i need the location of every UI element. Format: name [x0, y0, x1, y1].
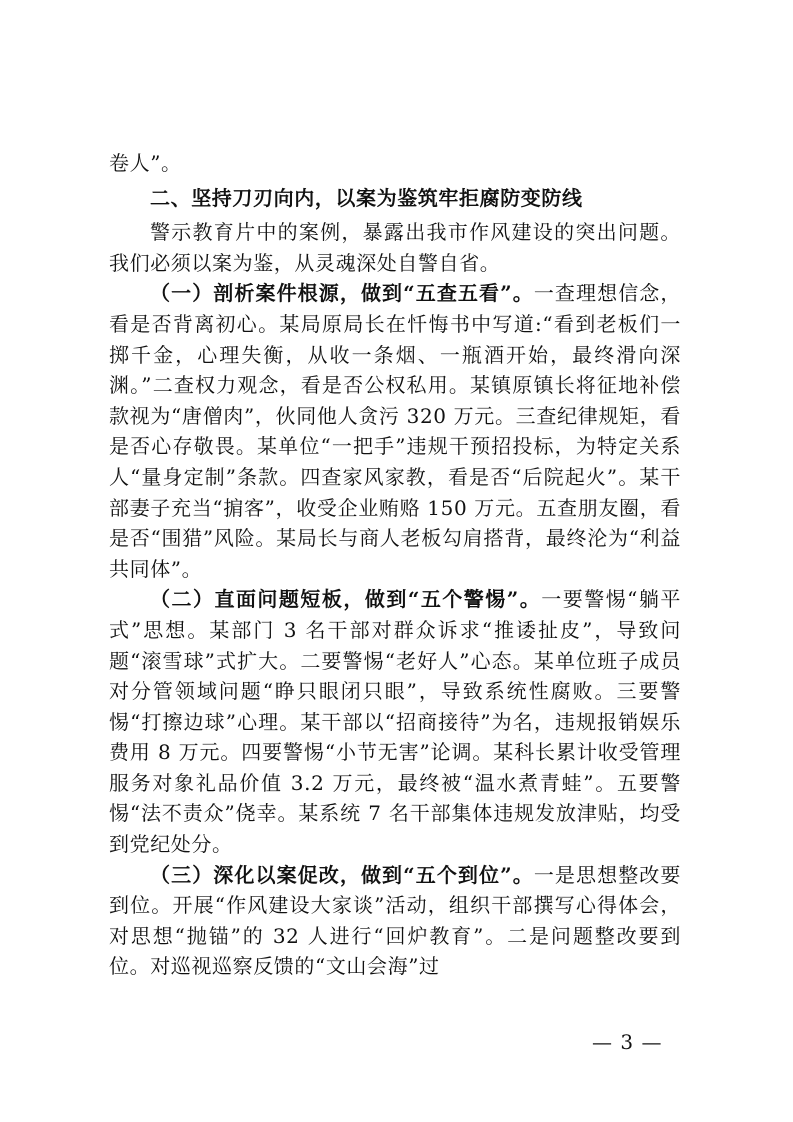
intro-paragraph: 警示教育片中的案例，暴露出我市作风建设的突出问题。我们必须以案为鉴，从灵魂深处自警自省。	[109, 220, 681, 275]
part2-paragraph	[109, 584, 681, 859]
part3-title: （三）深化以案促改，做到“五个到位”。	[150, 862, 534, 887]
part3-paragraph	[109, 860, 681, 982]
document-body	[109, 148, 681, 982]
part1-paragraph	[109, 278, 681, 584]
page-number: — 3 —	[592, 1030, 663, 1054]
part1-body: 一查理想信念，看是否背离初心。某局原局长在忏悔书中写道:“看到老板们一掷千金，心理失衡，从收一条烟、一瓶酒开始，最终滑向深渊。”二查权力观念，看是否公权私用。某镇原镇长将征地补偿款视为“唐僧肉”，伙同他人贪污 320 万元。三查纪律规矩，看是否心存敬畏。某单位“一把手”违规干预招投标，为特定关系人“量身定制”条款。四查家风家教，看是否“后院起火”。某干部妻子充当“掮客”，收受企业贿赂 150 万元。五查朋友圈，看是否“围猎”风险。某局长与商人老板勾肩搭背，最终沦为“利益共同体”。	[109, 281, 681, 581]
section-heading: 二、坚持刀刃向内，以案为鉴筑牢拒腐防变防线	[150, 185, 583, 210]
part2-title: （二）直面问题短板，做到“五个警惕”。	[150, 587, 542, 612]
part2-body: 一要警惕“躺平式”思想。某部门 3 名干部对群众诉求“推诿扯皮”，导致问题“滚雪球”式扩大。二要警惕“老好人”心态。某单位班子成员对分管领域问题“睁只眼闭只眼”，导致系统性腐败。三要警惕“打擦边球”心理。某干部以“招商接待”为名，违规报销娱乐费用 8 万元。四要警惕“小节无害”论调。某科长累计收受管理服务对象礼品价值 3.2 万元，最终被“温水煮青蛙”。五要警惕“法不责众”侥幸。某系统 7 名干部集体违规发放津贴，均受到党纪处分。	[109, 587, 681, 857]
continuation-line: 卷人”。	[109, 151, 182, 175]
part3-body: 一是思想整改要到位。开展“作风建设大家谈”活动，组织干部撰写心得体会，对思想“抛锚”的 32 人进行“回炉教育”。二是问题整改要到位。对巡视巡察反馈的“文山会海”过	[109, 862, 681, 979]
part1-title: （一）剖析案件根源，做到“五查五看”。	[150, 281, 534, 306]
